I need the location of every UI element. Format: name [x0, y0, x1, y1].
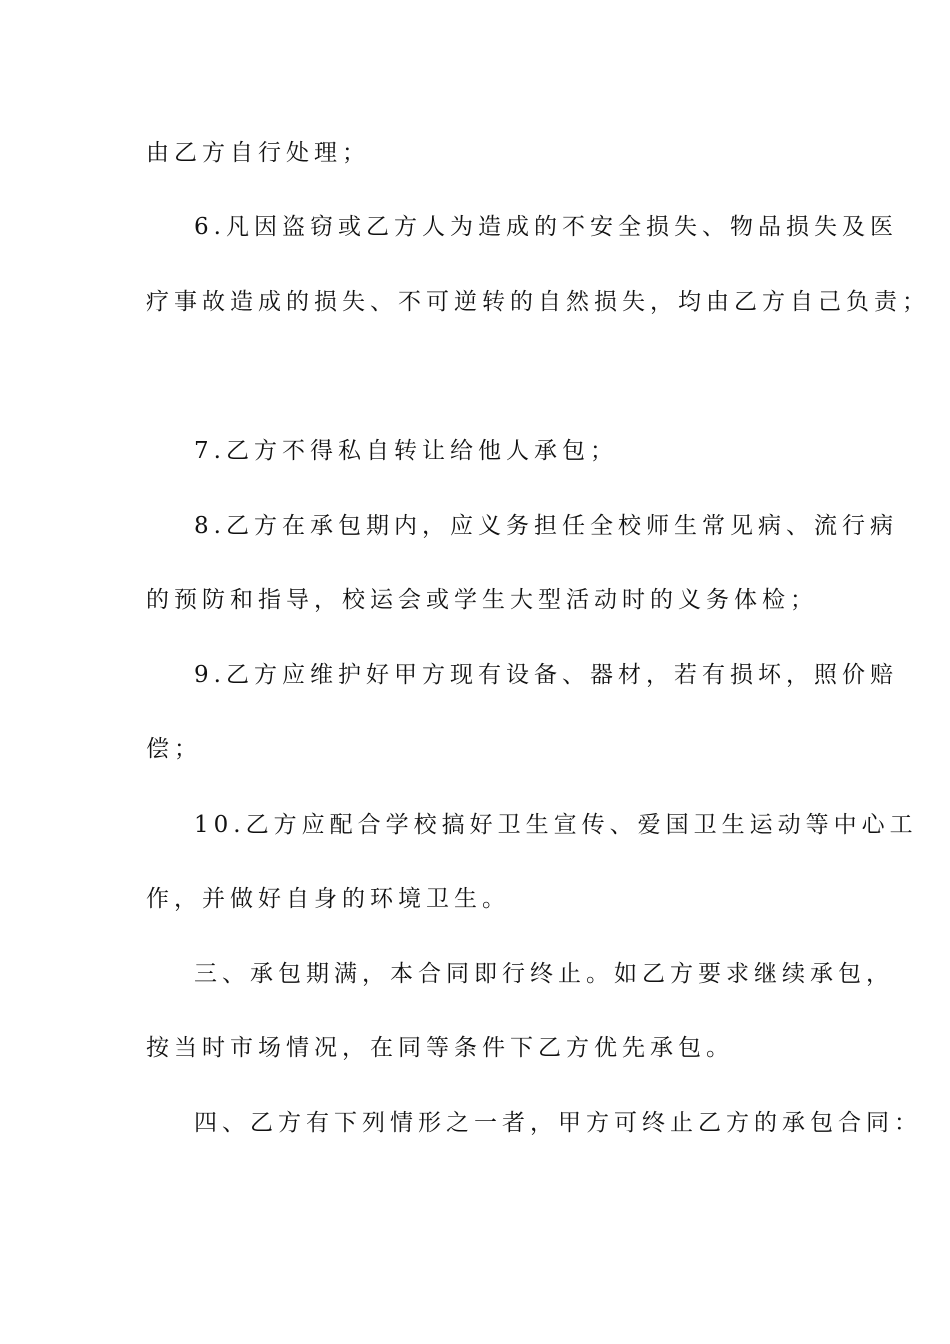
clause-6-line-2: 疗事故造成的损失、不可逆转的自然损失，均由乙方自己负责；: [146, 289, 930, 315]
clause-9-line-2: 偿；: [146, 736, 202, 762]
clause-8-line-2: 的预防和指导，校运会或学生大型活动时的义务体检；: [146, 587, 818, 613]
section-3-line-2: 按当时市场情况，在同等条件下乙方优先承包。: [146, 1035, 734, 1061]
section-3-line-1: 三、承包期满，本合同即行终止。如乙方要求继续承包，: [194, 961, 894, 987]
clause-6-line-1: 6.凡因盗窃或乙方人为造成的不安全损失、物品损失及医: [194, 214, 898, 240]
clause-8-line-1: 8.乙方在承包期内，应义务担任全校师生常见病、流行病: [194, 513, 898, 539]
clause-9-line-1: 9.乙方应维护好甲方现有设备、器材，若有损坏，照价赔: [194, 662, 898, 688]
clause-10-line-2: 作，并做好自身的环境卫生。: [146, 886, 510, 912]
clause-10-line-1: 10.乙方应配合学校搞好卫生宣传、爱国卫生运动等中心工: [194, 812, 918, 838]
clause-7: 7.乙方不得私自转让给他人承包；: [194, 438, 618, 464]
paragraph-line: 由乙方自行处理；: [146, 140, 370, 166]
section-4-heading: 四、乙方有下列情形之一者，甲方可终止乙方的承包合同：: [194, 1110, 922, 1136]
